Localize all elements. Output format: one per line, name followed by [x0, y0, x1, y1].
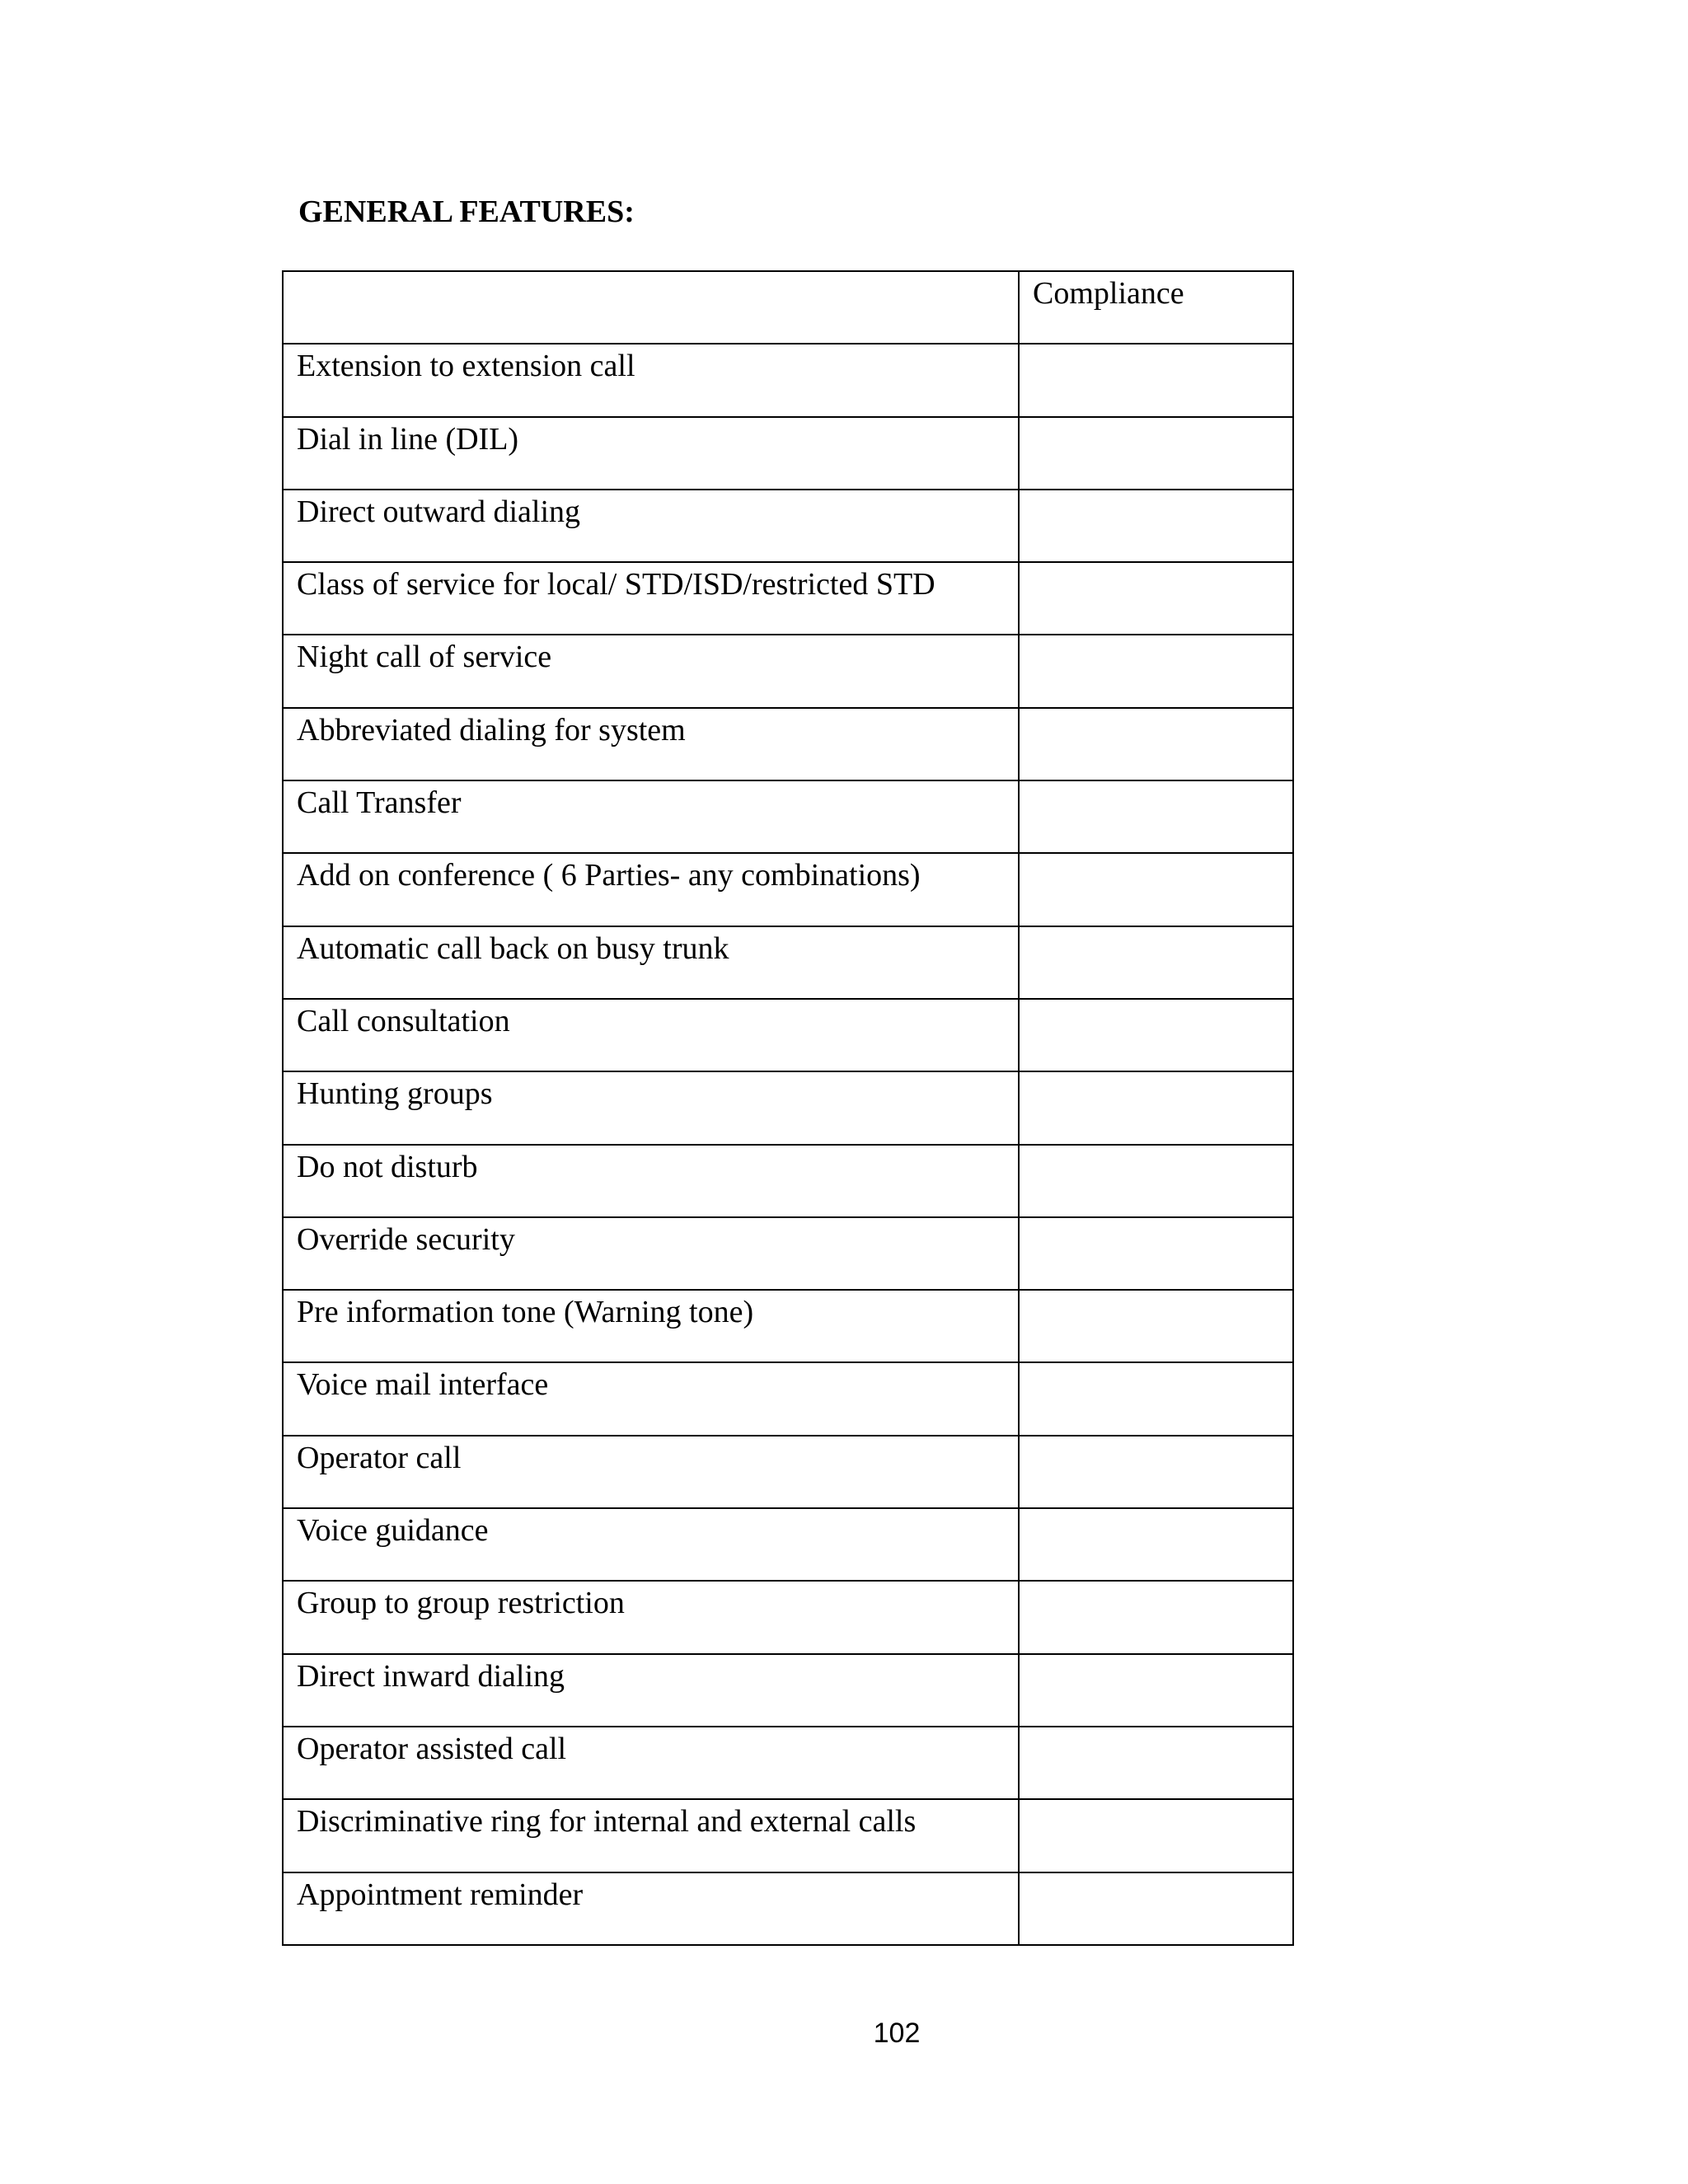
compliance-cell[interactable] [1019, 708, 1293, 780]
feature-cell: Hunting groups [283, 1071, 1019, 1144]
table-row [283, 1872, 1293, 1945]
compliance-cell[interactable] [1019, 1290, 1293, 1362]
table-row [283, 1799, 1293, 1872]
compliance-cell[interactable] [1019, 1508, 1293, 1581]
header-cell-feature [283, 271, 1019, 344]
section-heading: GENERAL FEATURES: [298, 194, 635, 229]
table-row [283, 853, 1293, 926]
compliance-cell[interactable] [1019, 853, 1293, 926]
table-row [283, 780, 1293, 853]
page-number: 102 [873, 2018, 921, 2049]
compliance-cell[interactable] [1019, 562, 1293, 635]
feature-cell: Operator assisted call [283, 1727, 1019, 1799]
compliance-cell[interactable] [1019, 1436, 1293, 1508]
feature-cell: Abbreviated dialing for system [283, 708, 1019, 780]
feature-cell: Call consultation [283, 999, 1019, 1071]
table-row [283, 344, 1293, 416]
compliance-cell[interactable] [1019, 1071, 1293, 1144]
compliance-cell[interactable] [1019, 1654, 1293, 1727]
feature-cell: Discriminative ring for internal and external calls [283, 1799, 1019, 1872]
compliance-cell[interactable] [1019, 999, 1293, 1071]
feature-cell: Direct outward dialing [283, 490, 1019, 562]
feature-cell: Do not disturb [283, 1145, 1019, 1217]
table-row [283, 1290, 1293, 1362]
table-row [283, 1217, 1293, 1290]
compliance-cell[interactable] [1019, 926, 1293, 999]
table-row [283, 562, 1293, 635]
compliance-cell[interactable] [1019, 417, 1293, 490]
table-row [283, 1071, 1293, 1144]
feature-cell: Voice mail interface [283, 1362, 1019, 1435]
compliance-cell[interactable] [1019, 1581, 1293, 1653]
compliance-cell[interactable] [1019, 635, 1293, 707]
table-row [283, 1581, 1293, 1653]
compliance-cell[interactable] [1019, 1217, 1293, 1290]
feature-cell: Class of service for local/ STD/ISD/restricted STD [283, 562, 1019, 635]
table-row [283, 1654, 1293, 1727]
features-table-body [283, 271, 1293, 1945]
feature-cell: Direct inward dialing [283, 1654, 1019, 1727]
compliance-cell[interactable] [1019, 1362, 1293, 1435]
table-row [283, 1362, 1293, 1435]
header-cell-compliance: Compliance [1019, 271, 1293, 344]
compliance-cell[interactable] [1019, 1799, 1293, 1872]
table-row [283, 1436, 1293, 1508]
compliance-cell[interactable] [1019, 490, 1293, 562]
compliance-cell[interactable] [1019, 1727, 1293, 1799]
feature-cell: Appointment reminder [283, 1872, 1019, 1945]
table-row [283, 1145, 1293, 1217]
feature-cell: Night call of service [283, 635, 1019, 707]
feature-cell: Override security [283, 1217, 1019, 1290]
general-features-table [282, 270, 1294, 1946]
feature-cell: Pre information tone (Warning tone) [283, 1290, 1019, 1362]
feature-cell: Voice guidance [283, 1508, 1019, 1581]
table-row [283, 635, 1293, 707]
table-row [283, 1727, 1293, 1799]
compliance-cell[interactable] [1019, 780, 1293, 853]
table-row [283, 999, 1293, 1071]
table-row [283, 417, 1293, 490]
table-row [283, 490, 1293, 562]
feature-cell: Call Transfer [283, 780, 1019, 853]
table-header-row [283, 271, 1293, 344]
feature-cell: Add on conference ( 6 Parties- any combinations) [283, 853, 1019, 926]
compliance-cell[interactable] [1019, 1872, 1293, 1945]
feature-cell: Group to group restriction [283, 1581, 1019, 1653]
feature-cell: Extension to extension call [283, 344, 1019, 416]
feature-cell: Automatic call back on busy trunk [283, 926, 1019, 999]
table-row [283, 708, 1293, 780]
table-row [283, 926, 1293, 999]
compliance-cell[interactable] [1019, 344, 1293, 416]
feature-cell: Dial in line (DIL) [283, 417, 1019, 490]
table-row [283, 1508, 1293, 1581]
compliance-cell[interactable] [1019, 1145, 1293, 1217]
feature-cell: Operator call [283, 1436, 1019, 1508]
